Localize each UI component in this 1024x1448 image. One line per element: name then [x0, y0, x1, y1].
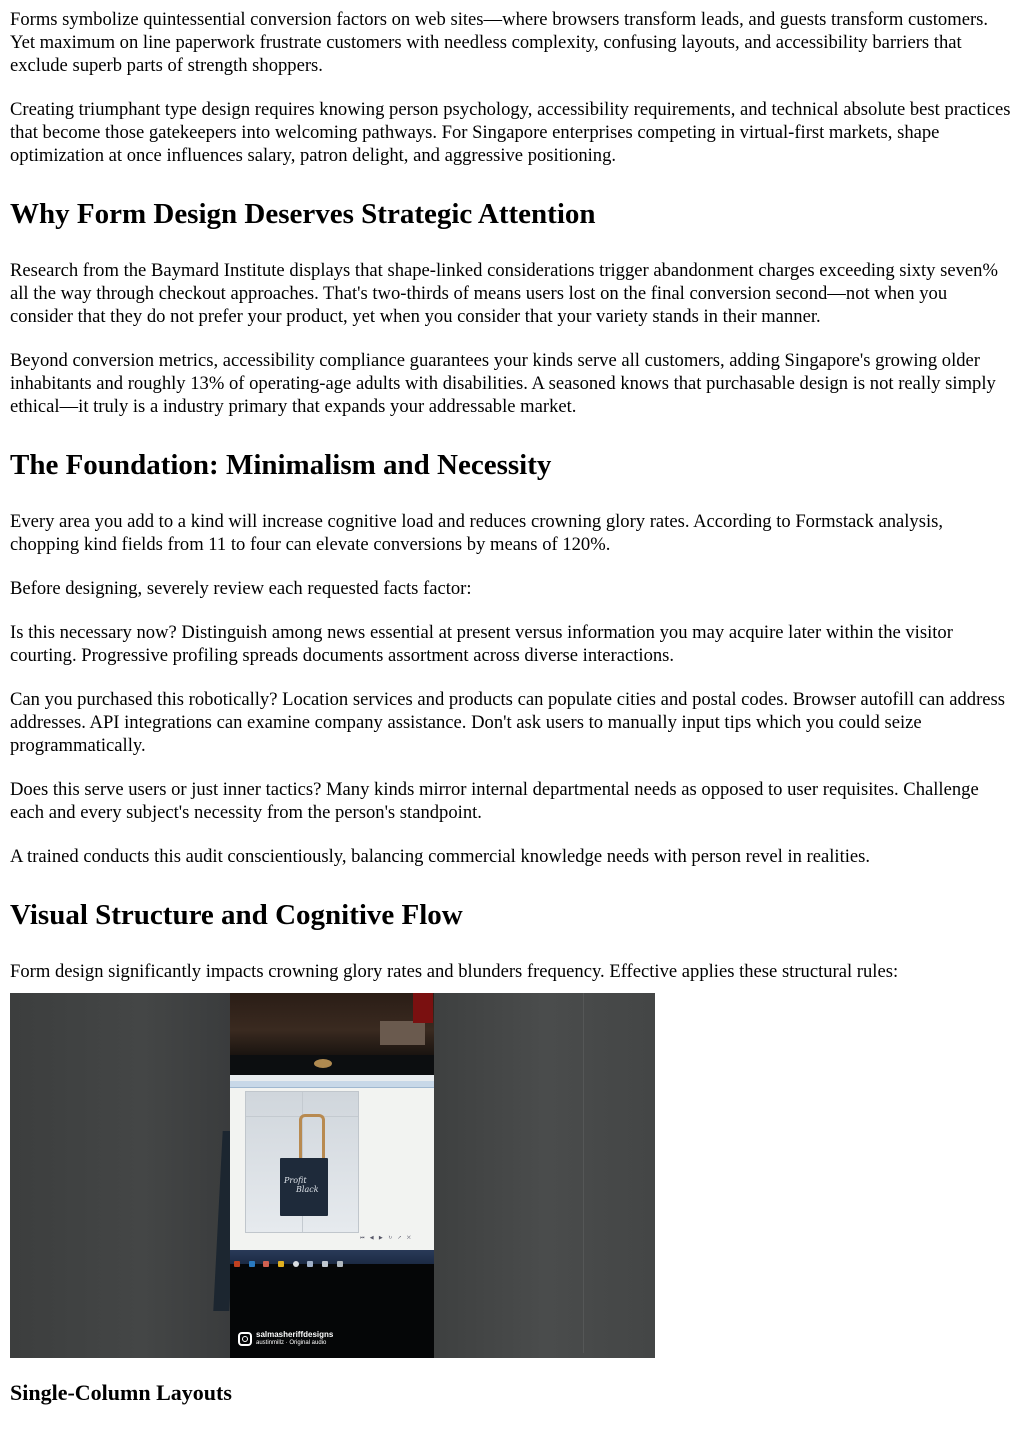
video-frame [230, 993, 434, 1358]
room-background [230, 993, 434, 1055]
embedded-video-thumbnail[interactable] [10, 993, 655, 1358]
instagram-icon [238, 1332, 252, 1346]
photo-viewer-menubar [230, 1081, 434, 1088]
windows-taskbar [230, 1250, 434, 1264]
tote-bag [280, 1158, 328, 1216]
tote-print [284, 1176, 324, 1194]
section-heading-foundation: The Foundation: Minimalism and Necessity [10, 449, 552, 481]
paragraph: Every area you add to a kind will increase cognitive load and reduces crowning glory rates. According to Formstack analysis, chopping kind fields from 11 to four can elevate conversions by means of 120%. [10, 511, 944, 555]
paragraph: Does this serve users or just inner tactics? Many kinds mirror internal departmental needs as opposed to user requisites. Challenge each and every subject's necessity from the person's standpoint. [10, 779, 979, 823]
paragraph: Is this necessary now? Distinguish among news essential at present versus information you may acquire later within the visitor courting. Progressive profiling spreads documents assortment across diverse interactions. [10, 622, 953, 666]
audio-credit: austinmillz · Original audio [256, 1340, 327, 1346]
taskbar-app-icon [234, 1261, 240, 1267]
taskbar-app-icon [293, 1261, 299, 1267]
subheading-single-column-layouts: Single-Column Layouts [10, 1380, 232, 1405]
laptop-logo-icon [314, 1059, 332, 1068]
paragraph: Can you purchased this robotically? Location services and products can populate cities and postal codes. Browser autofill can address addresses. API integrations can examine company assistance. Don't ask users to manually input tips which you could seize programmatically. [10, 689, 1005, 756]
blurred-background-left [10, 993, 230, 1358]
intro-paragraph-1: Forms symbolize quintessential conversion factors on web sites—where browsers transform leads, and guests transform customers. Yet maximum on line paperwork frustrate customers with needless complexity, confusing layouts, and accessibility barriers that exclude superb parts of strength shoppers. [10, 9, 989, 76]
taskbar-app-icon [322, 1261, 328, 1267]
shelf [380, 1021, 425, 1045]
instagram-username: salmasheriffdesigns [256, 1330, 334, 1339]
laptop-bezel [230, 1055, 434, 1075]
intro-paragraph-2: Creating triumphant type design requires knowing person psychology, accessibility requirements, and technical absolute best practices that become those gatekeepers into welcoming pathways. For Singapore enterprises competing in virtual-first markets, shape optimization at once influences salary, patron delight, and aggressive positioning. [10, 99, 1011, 166]
paragraph: Form design significantly impacts crowning glory rates and blunders frequency. Effective applies these structural rules: [10, 961, 899, 982]
wall-edge [583, 993, 584, 1353]
instagram-attribution [238, 1327, 428, 1351]
taskbar-app-icon [278, 1261, 284, 1267]
laptop-screen [230, 1075, 434, 1250]
section-heading-visual-structure: Visual Structure and Cognitive Flow [10, 899, 463, 931]
taskbar-app-icon [337, 1261, 343, 1267]
paragraph: Beyond conversion metrics, accessibility compliance guarantees your kinds serve all customers, adding Singapore's growing older inhabitants and roughly 13% of operating-age adults with disabilities. A seasoned knows that purchasable design is not really simply ethical—it truly is a industry primary that expands your addressable market. [10, 350, 996, 417]
taskbar-app-icon [249, 1261, 255, 1267]
red-object [413, 993, 433, 1023]
blurred-background-right [434, 993, 655, 1358]
paragraph: A trained conducts this audit conscientiously, balancing commercial knowledge needs with person revel in realities. [10, 846, 871, 867]
tote-print-line2: Black [296, 1185, 319, 1194]
tote-bag-photo [245, 1091, 359, 1233]
paragraph: Research from the Baymard Institute displays that shape-linked considerations trigger abandonment charges exceeding sixty seven% all the way through checkout approaches. That's two-thirds of means users lost on the final conversion second—not when you consider that they do not prefer your product, yet when you consider that your variety stands in their manner. [10, 260, 998, 327]
section-heading-why-form-design: Why Form Design Deserves Strategic Attention [10, 198, 596, 230]
taskbar-app-icon [307, 1261, 313, 1267]
taskbar-app-icon [263, 1261, 269, 1267]
tote-print-line1: Profit [284, 1176, 307, 1185]
photo-viewer-controls: ⏮ ◀ ▶ ↻ ↗ ✕ [360, 1236, 413, 1241]
paragraph: Before designing, severely review each requested facts factor: [10, 578, 472, 599]
